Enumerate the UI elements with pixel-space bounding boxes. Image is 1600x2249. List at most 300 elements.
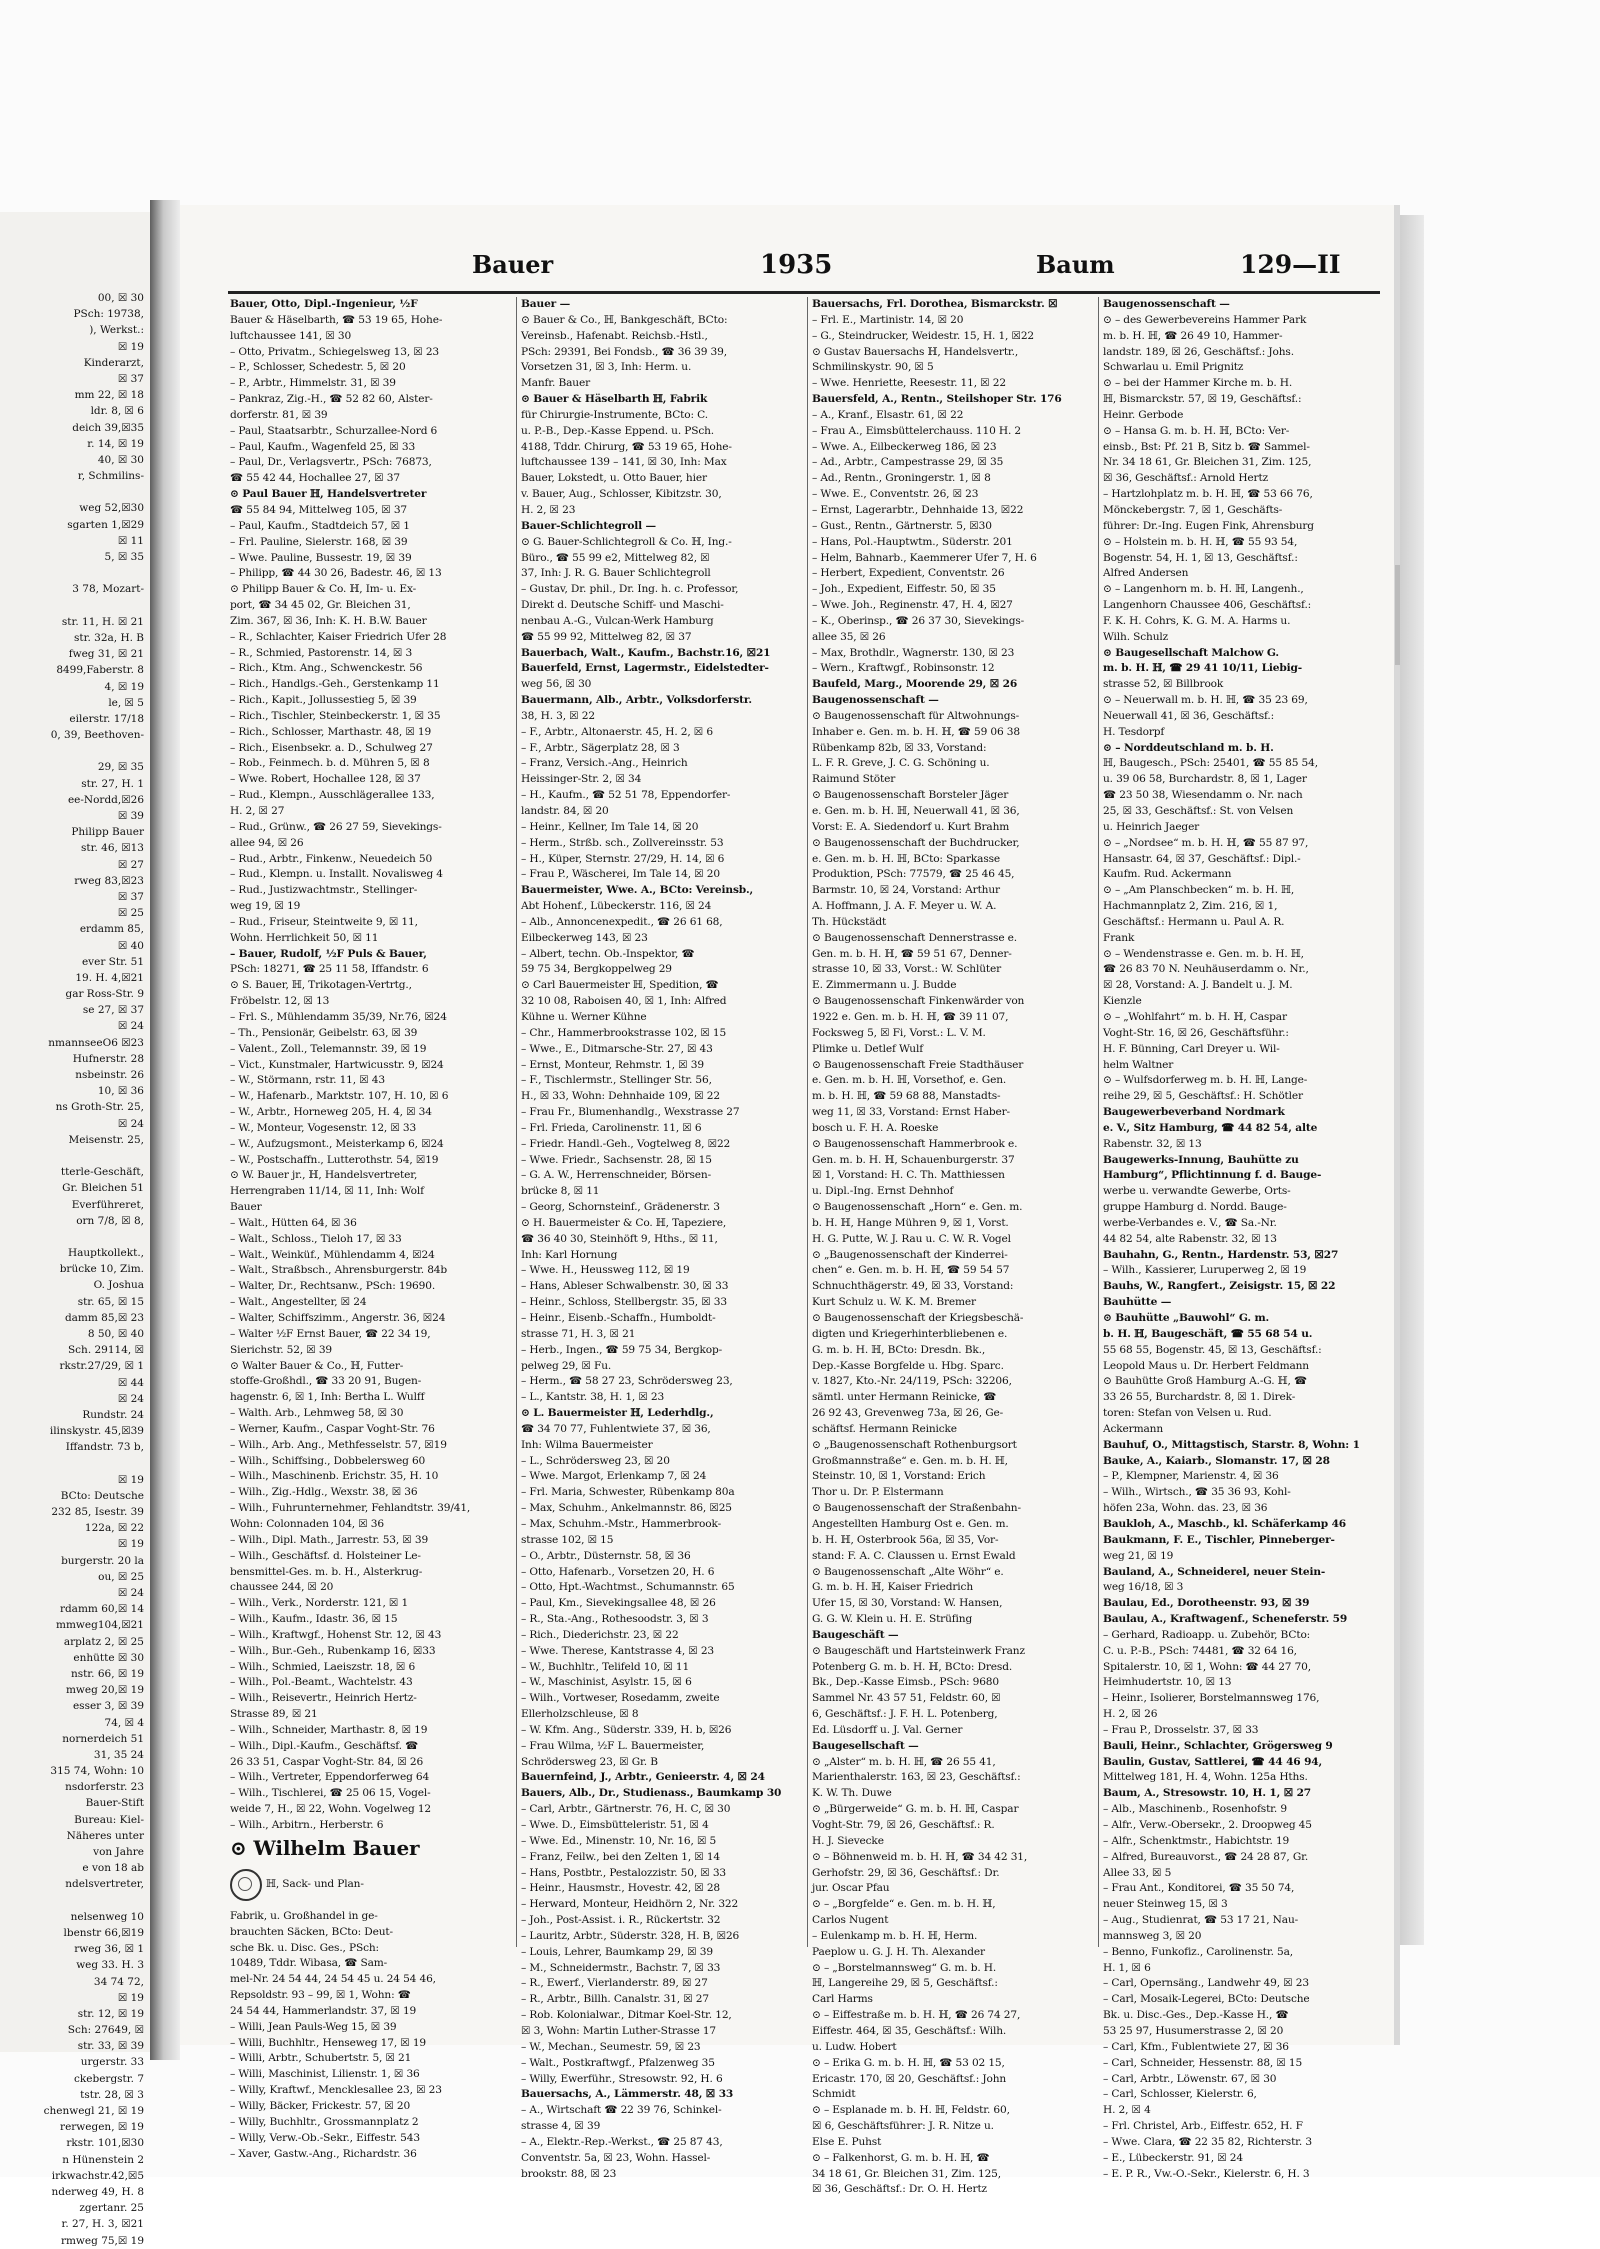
directory-entry-line: Schnuchthägerstr. 49, ☒ 33, Vorstand: (812, 1280, 1014, 1293)
facing-page-line: ever Str. 51 (81, 955, 144, 968)
directory-entry-line: allee 35, ☒ 26 (812, 630, 886, 643)
page-margin-mark (1395, 565, 1400, 665)
directory-entry-line: – Wwe. Friedr., Sachsenstr. 28, ☒ 15 (521, 1153, 712, 1166)
facing-page-line: 00, ☒ 30 (97, 292, 144, 304)
directory-entry-line: – Wilh., Pol.-Beamt., Wachtelstr. 43 (230, 1676, 413, 1689)
facing-page-line: ☒ 25 (117, 907, 144, 920)
directory-entry-line: brücke 8, ☒ 11 (521, 1185, 600, 1198)
directory-entry-line: ⊙ Philipp Bauer & Co. ℍ, Im- u. Ex- (230, 583, 417, 596)
page-edge-shadow (1400, 215, 1424, 1945)
facing-page-line: erdamm 85, (79, 923, 144, 936)
directory-entry-line: toren: Stefan von Velsen u. Rud. (1103, 1407, 1272, 1420)
directory-entry-line: – Wwe., E., Ditmarsche-Str. 27, ☒ 43 (521, 1042, 713, 1055)
facing-page-line: ilinskystr. 45,☒39 (49, 1425, 144, 1438)
directory-entry-line: e. Gen. m. b. H. ℍ, BCto: Sparkasse (812, 852, 1001, 865)
directory-page (180, 205, 1400, 2196)
facing-page-line: ☒ 11 (117, 534, 144, 547)
directory-entry-line: – Willy, Verw.-Ob.-Sekr., Eiffestr. 543 (230, 2131, 420, 2144)
directory-entry-line: höfen 23a, Wohn. das. 23, ☒ 36 (1103, 1502, 1268, 1515)
directory-entry-line: – Rich., Ktm. Ang., Schwenckestr. 56 (230, 662, 423, 675)
directory-entry-line: Bauer-Schlichtegroll — (521, 519, 656, 532)
directory-entry-line: – Albert, techn. Ob.-Inspektor, ☎ (521, 947, 695, 960)
facing-page-line: nsdorferstr. 23 (65, 1781, 144, 1794)
column-divider (1098, 297, 1099, 1947)
directory-column-3 (812, 297, 1094, 2196)
directory-entry-line: Conventstr. 5a, ☒ 23, Wohn. Hassel- (521, 2151, 711, 2164)
directory-entry-line: – Joh., Post-Assist. i. R., Rückertstr. 32 (521, 1914, 721, 1927)
company-seal-icon (230, 1869, 262, 1901)
facing-page-line: ☒ 19 (117, 1991, 144, 2004)
directory-entry-line: – Wilh., Maschinenb. Erichstr. 35, H. 10 (230, 1470, 439, 1483)
directory-entry-line: ⊙ Baugenossenschaft Dennerstrasse e. (812, 931, 1018, 944)
facing-page-line: 5, ☒ 35 (104, 551, 144, 563)
directory-entry-line: – Walth. Arb., Lehmweg 58, ☒ 30 (230, 1407, 404, 1420)
directory-entry-line: ☎ 34 70 77, Fuhlentwiete 37, ☒ 36, (521, 1422, 711, 1435)
directory-entry-line: – Franz, Feilw., bei den Zelten 1, ☒ 14 (521, 1850, 721, 1863)
directory-entry-line: Alfred Andersen (1103, 567, 1189, 580)
directory-entry-line: – Rich., Tischler, Steinbeckerstr. 1, ☒ 35 (230, 709, 441, 722)
facing-page-line: ou, ☒ 25 (98, 1570, 144, 1583)
directory-entry-line: Leopold Maus u. Dr. Herbert Feldmann (1103, 1359, 1309, 1372)
facing-page-line (0, 1893, 144, 1909)
directory-entry-line: Schwarlau u. Emil Prignitz (1103, 361, 1244, 374)
directory-entry-line: strasse 10, ☒ 33, Vorst.: W. Schlüter (812, 963, 1002, 976)
directory-entry-line: Bauersachs, Frl. Dorothea, Bismarckstr. ☒ (812, 298, 1058, 310)
directory-entry-line: – Heinr., Hausmstr., Hovestr. 42, ☒ 28 (521, 1882, 720, 1895)
directory-entry-line: Bauhuf, O., Mittagstisch, Starstr. 8, Wohn: 1 (1103, 1438, 1360, 1451)
directory-entry-line: führer: Dr.-Ing. Eugen Fink, Ahrensburg (1103, 519, 1314, 532)
directory-entry-line: – Carl, Kfm., Fublentwiete 27, ☒ 36 (1103, 2040, 1289, 2053)
facing-page-line: rkstr.27/29, ☒ 1 (59, 1360, 144, 1373)
directory-entry-line: weg 16/18, ☒ 3 (1103, 1581, 1184, 1594)
directory-entry-line: ⊙ – bei der Hammer Kirche m. b. H. (1103, 377, 1293, 390)
directory-entry-line: Repsoldstr. 93 – 99, ☒ 1, Wohn: ☎ (230, 1989, 411, 2002)
directory-entry-line: – Frl. Christel, Arb., Eiffestr. 652, H. F (1103, 2120, 1303, 2133)
directory-entry-line: – Otto, Hpt.-Wachtmst., Schumannstr. 65 (521, 1581, 735, 1594)
directory-entry-line: – Willi, Jean Pauls-Weg 15, ☒ 39 (230, 2020, 397, 2033)
directory-entry-line: v. Bauer, Aug., Schlosser, Kibitzstr. 30, (521, 488, 722, 501)
facing-page-line: rdamm 60,☒ 14 (59, 1603, 144, 1616)
directory-entry-line: ⊙ – „Borgfelde“ e. Gen. m. b. H. ℍ, (812, 1898, 996, 1911)
directory-entry-line: Bauermann, Alb., Arbtr., Volksdorferstr. (521, 694, 752, 707)
facing-page-line: 31, 35 24 (93, 1748, 144, 1761)
directory-entry-line: – Paul, Dr., Verlagsvertr., PSch: 76873, (230, 456, 432, 469)
directory-entry-line: – Carl, Arbtr., Gärtnerstr. 76, H. C, ☒ 30 (521, 1803, 731, 1816)
facing-page-line: Hauptkollekt., (68, 1247, 144, 1260)
directory-entry-line: – Herward, Monteur, Heidhörn 2, Nr. 322 (521, 1898, 739, 1911)
directory-entry-line: ⊙ – Hansa G. m. b. H. ℍ, BCto: Ver- (1103, 424, 1290, 437)
directory-entry-line: Baum, A., Stresowstr. 10, H. 1, ☒ 27 (1103, 1787, 1312, 1800)
directory-entry-line: 44 82 54, alte Rabenstr. 32, ☒ 13 (1103, 1232, 1277, 1245)
directory-entry-line: Bauhahn, G., Rentn., Hardenstr. 53, ☒27 (1103, 1248, 1339, 1261)
directory-entry-line: Inh: Wilma Bauermeister (521, 1438, 653, 1451)
directory-entry-line: – Ernst, Monteur, Rehmstr. 1, ☒ 39 (521, 1058, 704, 1071)
directory-entry-line: – W. Kfm. Ang., Süderstr. 339, H. b, ☒26 (521, 1723, 732, 1736)
facing-page-line: rkstr. 101,☒30 (66, 2137, 144, 2150)
directory-entry-line: ⊙ Baugesellschaft Malchow G. (1103, 646, 1279, 659)
directory-entry-line: b. H. ℍ, Hange Mühren 9, ☒ 1, Vorst. (812, 1216, 1009, 1229)
directory-entry-line: H. 2, ☒ 4 (1103, 2104, 1151, 2117)
facing-page-line: nelsenweg 10 (70, 1910, 144, 1923)
directory-entry-line: PSch: 18271, ☎ 25 11 58, Iffandstr. 6 (230, 963, 429, 976)
facing-page-line: mweg 20,☒ 19 (65, 1684, 144, 1697)
directory-entry-line: – W., Hafenarb., Marktstr. 107, H. 10, ☒ 6 (230, 1090, 449, 1103)
directory-entry-line: Mittelweg 181, H. 4, Wohn. 125a Hths. (1103, 1771, 1308, 1784)
directory-entry-line: weg 19, ☒ 19 (230, 900, 301, 913)
directory-entry-line: – Wilh., Schneider, Marthastr. 8, ☒ 19 (230, 1723, 428, 1736)
directory-entry-line: ☎ 55 99 92, Mittelweg 82, ☒ 37 (521, 630, 692, 643)
directory-entry-line: Heissinger-Str. 2, ☒ 34 (521, 773, 642, 786)
directory-entry-line: ☎ 55 42 44, Hochallee 27, ☒ 37 (230, 472, 400, 485)
directory-entry-line: Zim. 367, ☒ 36, Inh: K. H. B.W. Bauer (230, 614, 427, 627)
directory-entry-line: 34 18 61, Gr. Bleichen 31, Zim. 125, (812, 2167, 1001, 2180)
facing-page-line: rerwegen, ☒ 19 (60, 2121, 144, 2134)
header-rule (228, 291, 1380, 294)
directory-entry-line: – Wwe. Therese, Kantstrasse 4, ☒ 23 (521, 1644, 715, 1657)
facing-page-line: 19. H. 4,☒21 (75, 971, 144, 984)
directory-entry-line: schäftsf. Hermann Reinicke (812, 1422, 957, 1435)
facing-page-line: nsbeinstr. 26 (75, 1069, 144, 1081)
directory-entry-line: ☒ 28, Vorstand: A. J. Bandelt u. J. M. (1103, 979, 1293, 992)
directory-entry-line: – Paul, Kaufm., Wagenfeld 25, ☒ 33 (230, 440, 416, 453)
facing-page-line: 10, ☒ 36 (97, 1085, 144, 1098)
directory-entry-line: bosch u. F. H. A. Roeske (812, 1121, 939, 1134)
directory-entry-line: – Pankraz, Zig.-H., ☎ 52 82 60, Alster- (230, 393, 433, 406)
directory-entry-line: Kühne u. Werner Kühne (521, 1010, 647, 1023)
directory-entry-line: ⊙ Bauer & Co., ℍ, Bankgeschäft, BCto: (521, 313, 728, 326)
facing-page-line: Sch: 27649, ☒ (67, 2024, 144, 2037)
directory-entry-line: – H., Küper, Sternstr. 27/29, H. 14, ☒ 6 (521, 852, 725, 865)
directory-entry-line: ⊙ – Norddeutschland m. b. H. (1103, 741, 1274, 754)
directory-entry-line: PSch: 29391, Bei Fondsb., ☎ 36 39 39, (521, 345, 727, 358)
directory-column-1 (230, 297, 512, 2160)
directory-entry-line: – Wilh., Reisevertr., Heinrich Hertz- (230, 1692, 417, 1705)
facing-page-line: O. Joshua (93, 1279, 144, 1292)
column-divider (807, 297, 808, 1947)
directory-entry-line: – Ad., Rentn., Groningerstr. 1, ☒ 8 (812, 472, 991, 485)
directory-entry-line: ⊙ Baugenossenschaft der Kriegsbeschä- (812, 1312, 1024, 1324)
directory-entry-line: – A., Elektr.-Rep.-Werkst., ☎ 25 87 43, (521, 2135, 723, 2148)
directory-entry-line: Schmidt (812, 2088, 856, 2101)
directory-entry-line: – Wilh., Schmied, Laeiszstr. 18, ☒ 6 (230, 1660, 416, 1673)
facing-page-line: lbenstr 66,☒19 (63, 1926, 144, 1939)
directory-entry-line: – Herb., Ingen., ☎ 59 75 34, Bergkop- (521, 1343, 723, 1356)
directory-entry-line: Angestellten Hamburg Ost e. Gen. m. (812, 1517, 1009, 1530)
facing-page-line: 3 78, Mozart- (72, 583, 144, 596)
directory-entry-line: brauchten Säcken, BCto: Deut- (230, 1925, 393, 1938)
facing-page-line: Sch. 29114, ☒ (67, 1344, 144, 1357)
directory-entry-line: – Frau Fr., Blumenhandlg., Wexstrasse 27 (521, 1106, 740, 1119)
facing-page-line: Everführeret, (71, 1198, 144, 1211)
directory-entry-line: – Willy, Ewerführ., Stresowstr. 92, H. 6 (521, 2072, 723, 2085)
directory-entry-line: – Frau P., Wäscherei, Im Tale 14, ☒ 20 (521, 868, 720, 881)
facing-page-line: 232 85, Isestr. 39 (51, 1506, 144, 1519)
directory-entry-line: ⊙ Paul Bauer ℍ, Handelsvertreter (230, 488, 427, 501)
facing-page-line: 0, 39, Beethoven- (50, 729, 144, 742)
facing-page-line (0, 598, 144, 614)
directory-entry-line: Gen. m. b. H. ℍ, Schauenburgerstr. 37 (812, 1153, 1015, 1166)
directory-entry-line: Strasse 89, ☒ 21 (230, 1708, 318, 1721)
directory-entry-line: ⊙ L. Bauermeister ℍ, Lederhdlg., (521, 1407, 714, 1420)
facing-page-line: tstr. 28, ☒ 3 (80, 2088, 144, 2101)
directory-entry-line: – Gust., Rentn., Gärtnerstr. 5, ☒30 (812, 519, 992, 532)
directory-entry-line: u. Heinrich Jaeger (1103, 820, 1200, 833)
directory-entry-line: Bauerfeld, Ernst, Lagermstr., Eidelstedter- (521, 662, 769, 675)
header-first-entry: Bauer (472, 250, 554, 279)
directory-entry-line: – Frau A., Eimsbüttelerchauss. 110 H. 2 (812, 424, 1022, 437)
directory-entry-line: – Vict., Kunstmaler, Hartwicusstr. 9, ☒24 (230, 1058, 444, 1071)
facing-page-line: str. 33, ☒ 39 (77, 2040, 144, 2053)
directory-entry-line: A. Hoffmann, J. A. F. Meyer u. W. A. (812, 900, 997, 913)
directory-entry-line: 10489, Tddr. Wibasa, ☎ Sam- (230, 1957, 388, 1970)
directory-entry-line: Gen. m. b. H. ℍ, ☎ 59 51 67, Denner- (812, 947, 1012, 960)
directory-entry-line: – Gustav, Dr. phil., Dr. Ing. h. c. Professor, (521, 583, 739, 596)
directory-entry-line: pelweg 29, ☒ Fu. (521, 1359, 612, 1372)
directory-entry-line: – Rud., Friseur, Steintweite 9, ☒ 11, (230, 915, 418, 928)
directory-entry-line: hagenstr. 6, ☒ 1, Inh: Bertha L. Wulff (230, 1391, 425, 1404)
header-year: 1935 (760, 250, 833, 280)
directory-entry-line: – Frl. Pauline, Sielerstr. 168, ☒ 39 (230, 535, 408, 548)
directory-entry-line: ⊙ W. Bauer jr., ℍ, Handelsvertreter, (230, 1169, 418, 1182)
directory-entry-line: ⊙ – „Wohlfahrt“ m. b. H. ℍ, Caspar (1103, 1010, 1287, 1023)
directory-entry-line: ⊙ Baugenossenschaft Hammerbrook e. (812, 1137, 1018, 1150)
directory-entry-line: ⊙ Walter Bauer & Co., ℍ, Futter- (230, 1359, 404, 1372)
directory-entry-line: u. Dipl.-Ing. Ernst Dehnhof (812, 1185, 954, 1198)
directory-entry-line: – Rud., Klempn. u. Installt. Novalisweg 4 (230, 868, 443, 881)
facing-page-line: str. 46, ☒13 (81, 842, 144, 855)
directory-entry-line: Baukloh, A., Maschb., kl. Schäferkamp 46 (1103, 1517, 1347, 1530)
directory-entry-line: Neuerwall 41, ☒ 36, Geschäftsf.: (1103, 709, 1275, 722)
directory-entry-line: Bk. u. Disc.-Ges., Dep.-Kasse H., ☎ (1103, 2009, 1289, 2022)
directory-entry-line: ☒ 36, Geschäftsf.: Arnold Hertz (1103, 472, 1268, 485)
directory-entry-line: chen“ e. Gen. m. b. H. ℍ, ☎ 59 54 57 (812, 1264, 1010, 1277)
facing-page-line: 315 74, Wohn: 10 (50, 1765, 144, 1778)
directory-entry-line: – Heinr., Eisenb.-Schaffn., Humboldt- (521, 1312, 716, 1324)
directory-entry-line: – Lauritz, Arbtr., Süderstr. 328, H. B, ☒26 (521, 1929, 740, 1942)
directory-entry-line: Vereinsb., Hafenabt. Reichsb.-Hstl., (521, 329, 708, 342)
directory-entry-line: – W., Postschaffn., Lutterothstr. 54, ☒19 (230, 1153, 439, 1166)
directory-entry-line: Raimund Stöter (812, 773, 896, 786)
directory-entry-line: m. b. H. ℍ, ☎ 29 41 10/11, Liebig- (1103, 662, 1302, 675)
directory-entry-line: 59 75 34, Bergkoppelweg 29 (521, 963, 672, 976)
directory-entry-line: – Bauer, Rudolf, ½F Puls & Bauer, (230, 947, 427, 960)
directory-entry-line: ☒ 3, Wohn: Martin Luther-Strasse 17 (521, 2024, 717, 2037)
directory-entry-line: G. m. b. H. ℍ, Kaiser Friedrich (812, 1581, 974, 1594)
directory-entry-line: ℍ, Bismarckstr. 57, ☒ 19, Geschäftsf.: (1103, 393, 1302, 406)
directory-entry-line: – Rich., Eisenbsekr. a. D., Schulweg 27 (230, 741, 433, 754)
directory-entry-line: Th. Hückstädt (812, 915, 887, 928)
directory-entry-line: Inhaber e. Gen. m. b. H. ℍ, ☎ 59 06 38 (812, 725, 1020, 738)
directory-entry-line: Bauhütte — (1103, 1296, 1172, 1309)
facing-page-line: fweg 31, ☒ 21 (68, 648, 144, 661)
directory-entry-line: E. Zimmermann u. J. Budde (812, 979, 957, 992)
directory-entry-line: H. Tesdorpf (1103, 725, 1165, 738)
directory-entry-line: H. 2, ☒ 23 (521, 503, 576, 516)
directory-entry-line: L. F. R. Greve, J. C. G. Schöning u. (812, 757, 990, 770)
directory-entry-line: G. G. W. Klein u. H. E. Strüfing (812, 1613, 973, 1626)
directory-entry-line: – Wilh., Kraftwgf., Hohenst Str. 12, ☒ 43 (230, 1628, 442, 1641)
directory-entry-line: – Wwe. Robert, Hochallee 128, ☒ 37 (230, 773, 421, 786)
directory-entry-line: – Rich., Schlosser, Marthastr. 48, ☒ 19 (230, 725, 432, 738)
facing-page-line: r. 14, ☒ 19 (87, 437, 144, 450)
directory-entry-line: Rabenstr. 32, ☒ 13 (1103, 1137, 1202, 1150)
facing-page-line: 40, ☒ 30 (97, 453, 144, 466)
directory-entry-line: ⊙ – Erika G. m. b. H. ℍ, ☎ 53 02 15, (812, 2056, 1005, 2069)
facing-page-line: nstr. 66, ☒ 19 (70, 1667, 144, 1680)
directory-entry-line: ⊙ H. Bauermeister & Co. ℍ, Tapeziere, (521, 1216, 727, 1229)
directory-entry-line: – Walter ½F Ernst Bauer, ☎ 22 34 19, (230, 1327, 431, 1340)
directory-entry-line: e. Gen. m. b. H. ℍ, Vorsethof, e. Gen. (812, 1074, 1007, 1087)
directory-entry-line: – Frau Wilma, ½F L. Bauermeister, (521, 1739, 705, 1752)
facing-page-line: chenwegl 21, ☒ 19 (43, 2105, 144, 2117)
facing-page-line: PSch: 19738, (73, 308, 144, 321)
facing-page-line: rweg 36, ☒ 1 (74, 1943, 144, 1956)
directory-entry-line: – R., Sta.-Ang., Rothesoodstr. 3, ☒ 3 (521, 1613, 709, 1626)
directory-entry-line: Paeplow u. G. J. H. Th. Alexander (812, 1945, 985, 1958)
directory-column-4 (1103, 297, 1385, 2180)
directory-entry-line: Baulin, Gustav, Sattlerei, ☎ 44 46 94, (1103, 1755, 1323, 1768)
directory-entry-line: Direkt d. Deutsche Schiff- und Maschi- (521, 599, 724, 612)
facing-page-line (0, 1229, 144, 1245)
directory-entry-line: e. V., Sitz Hamburg, ☎ 44 82 54, alte (1103, 1121, 1318, 1134)
directory-entry-line: weg 21, ☒ 19 (1103, 1549, 1174, 1562)
directory-entry-line: ☎ 55 84 94, Mittelweg 105, ☒ 37 (230, 503, 408, 516)
directory-entry-line: ☎ 26 83 70 N. Neuhäuserdamm o. Nr., (1103, 963, 1309, 976)
directory-entry-line: sämtl. unter Hermann Reinicke, ☎ (812, 1391, 997, 1404)
directory-entry-line: – Walt., Straßbsch., Ahrensburgerstr. 84b (230, 1264, 448, 1277)
directory-entry-line: Fabrik, u. Großhandel in ge- (230, 1909, 378, 1922)
facing-page-line: ☒ 24 (117, 1117, 144, 1130)
directory-entry-line: – Gerhard, Radioapp. u. Zubehör, BCto: (1103, 1628, 1311, 1641)
directory-entry-line: – Wilh., Dipl. Math., Jarrestr. 53, ☒ 39 (230, 1533, 429, 1546)
directory-entry-line: b. H. ℍ, Baugeschäft, ☎ 55 68 54 u. (1103, 1327, 1313, 1340)
directory-entry-line: ⊙ Baugenossenschaft Freie Stadthäuser (812, 1058, 1024, 1071)
directory-entry-line: e. Gen. m. b. H. ℍ, Neuerwall 41, ☒ 36, (812, 805, 1020, 817)
directory-entry-line: reihe 29, ☒ 5, Geschäftsf.: H. Schötler (1103, 1090, 1303, 1103)
directory-entry-line: – Herm., Strßb. sch., Zollvereinsstr. 53 (521, 836, 724, 849)
directory-entry-line: H. 2, ☒ 26 (1103, 1708, 1158, 1721)
directory-entry-line: Plimke u. Detlef Wulf (812, 1042, 923, 1055)
directory-entry-line: Wohn: Colonnaden 104, ☒ 36 (230, 1517, 384, 1530)
directory-entry-line: – Wwe. D., Eimsbütteleristr. 51, ☒ 4 (521, 1819, 709, 1831)
directory-entry-line: – Joh., Expedient, Eiffestr. 50, ☒ 35 (812, 583, 996, 596)
directory-entry-line: ⊙ Carl Bauermeister ℍ, Spedition, ☎ (521, 979, 719, 992)
facing-page-line: 8499,Faberstr. 8 (56, 664, 144, 677)
directory-entry-line: strasse 52, ☒ Billbrook (1103, 678, 1224, 691)
directory-entry-line: – R., Arbtr., Billh. Canalstr. 31, ☒ 27 (521, 1993, 709, 2006)
directory-entry-line: – G., Steindrucker, Weidestr. 15, H. 1, ☒22 (812, 329, 1035, 342)
facing-page-line: str. 32a, H. B (74, 631, 144, 644)
directory-entry-line: Heinr. Gerbode (1103, 408, 1184, 421)
directory-entry-line: H. G. Putte, W. J. Rau u. C. W. R. Vogel (812, 1232, 1011, 1245)
directory-entry-line: – Frl. S., Mühlendamm 35/39, Nr.76, ☒24 (230, 1010, 447, 1023)
directory-entry-line: H. 1, ☒ 6 (1103, 1961, 1151, 1974)
directory-entry-line: – A., Kranf., Elsastr. 61, ☒ 22 (812, 408, 964, 421)
directory-entry-line: – Willy, Buchhltr., Grossmannplatz 2 (230, 2115, 419, 2128)
directory-entry-line: brookstr. 88, ☒ 23 (521, 2167, 617, 2180)
directory-entry-line: – Wern., Kraftwgf., Robinsonstr. 12 (812, 662, 995, 675)
directory-entry-line: ⊙ Gustav Bauersachs ℍ, Handelsvertr., (812, 345, 1019, 358)
facing-page-line: esser 3, ☒ 39 (72, 1700, 144, 1713)
directory-entry-line: – W., Mechan., Seumestr. 59, ☒ 23 (521, 2040, 701, 2053)
directory-entry-line: 26 33 51, Caspar Voght-Str. 84, ☒ 26 (230, 1755, 424, 1768)
directory-entry-line: ⊙ Bauhütte „Bauwohl“ G. m. (1103, 1312, 1270, 1324)
directory-entry-line: – Willy, Bäcker, Frickestr. 57, ☒ 20 (230, 2099, 411, 2112)
directory-entry-line: Kaufm. Rud. Ackermann (1103, 868, 1232, 881)
directory-entry-line: – Rich., Kapit., Jollussestieg 5, ☒ 39 (230, 694, 417, 707)
directory-entry-line: – Wwe. A., Eilbeckerweg 186, ☒ 23 (812, 440, 997, 453)
directory-entry-line: – Willi, Buchhltr., Henseweg 17, ☒ 19 (230, 2036, 427, 2049)
directory-entry-line: K. W. Th. Duwe (812, 1787, 892, 1800)
running-header (180, 250, 1400, 290)
directory-entry-line: – Rud., Justizwachtmstr., Stellinger- (230, 884, 418, 897)
directory-entry-line: Marienthalerstr. 163, ☒ 23, Geschäftsf.: (812, 1771, 1021, 1784)
directory-entry-line: – Heinr., Isolierer, Borstelmannsweg 176, (1103, 1692, 1320, 1705)
facing-page-line: Kinderarzt, (83, 356, 144, 369)
directory-entry-line: gruppe Hamburg d. Nordd. Bauge- (1103, 1201, 1287, 1214)
facing-page-line: Philipp Bauer (71, 826, 144, 839)
facing-page-line: ☒ 40 (117, 939, 144, 952)
directory-entry-line: ⊙ – Eiffestraße m. b. H. ℍ, ☎ 26 74 27, (812, 2009, 1021, 2022)
directory-entry-line: – Willi, Arbtr., Schubertstr. 5, ☒ 21 (230, 2052, 412, 2065)
directory-entry-line: helm Waltner (1103, 1058, 1174, 1071)
directory-entry-line: 26 92 43, Grevenweg 73a, ☒ 26, Ge- (812, 1407, 1004, 1420)
directory-entry-line: – Paul, Km., Sievekingsallee 48, ☒ 26 (521, 1597, 716, 1610)
facing-page-line: irkwachstr.42,☒5 (51, 2169, 144, 2182)
directory-entry-line: Else E. Puhst (812, 2135, 882, 2148)
directory-entry-line: – Walt., Hütten 64, ☒ 36 (230, 1216, 357, 1229)
directory-entry-line: Büro., ☎ 55 99 e2, Mittelweg 82, ☒ (521, 551, 710, 564)
directory-entry-line: – G. A. W., Herrenschneider, Börsen- (521, 1169, 712, 1182)
facing-page-line: le, ☒ 5 (108, 696, 144, 709)
directory-entry-line: – Wilh., Tischlerei, ☎ 25 06 15, Vogel- (230, 1787, 431, 1800)
directory-entry-line: – Helm, Bahnarb., Kaemmerer Ufer 7, H. 6 (812, 551, 1037, 564)
directory-entry-line: Großmannstraße“ e. Gen. m. b. H. ℍ, (812, 1454, 1008, 1467)
directory-entry-line: Gerhofstr. 29, ☒ 36, Geschäftsf.: Dr. (812, 1866, 1000, 1879)
directory-entry-line: Heimhudertstr. 10, ☒ 13 (1103, 1676, 1232, 1689)
facing-page-line: von Jahre (93, 1846, 144, 1858)
directory-entry-line: Allee 33, ☒ 5 (1103, 1866, 1172, 1879)
directory-entry-line: Sammel Nr. 43 57 51, Feldstr. 60, ☒ (812, 1692, 1001, 1705)
directory-entry-line: – L., Schrödersweg 23, ☒ 20 (521, 1454, 670, 1467)
directory-entry-line: Nr. 34 18 61, Gr. Bleichen 31, Zim. 125, (1103, 456, 1312, 469)
directory-entry-line: chaussee 244, ☒ 20 (230, 1581, 334, 1594)
directory-entry-line: Frank (1103, 931, 1135, 944)
directory-entry-line: – Willy, Kraftwf., Mencklesallee 23, ☒ 23 (230, 2084, 442, 2097)
facing-page-line: zgertanr. 25 (79, 2202, 144, 2215)
facing-page-line: ☒ 27 (117, 858, 144, 871)
directory-entry-line: 37, Inh: J. R. G. Bauer Schlichtegroll (521, 567, 711, 580)
directory-entry-line: ⊙ Bauhütte Groß Hamburg A.-G. ℍ, ☎ (1103, 1375, 1307, 1388)
directory-entry-line: Bk., Dep.-Kasse Eimsb., PSch: 9680 (812, 1676, 999, 1689)
facing-page-line: 122a, ☒ 22 (84, 1522, 144, 1535)
directory-entry-line: Ed. Lüsdorff u. J. Val. Gerner (812, 1723, 963, 1736)
facing-page-line: Hufnerstr. 28 (72, 1052, 144, 1065)
facing-page-line (0, 1148, 144, 1164)
directory-entry-line: ℍ, Langereihe 29, ☒ 5, Geschäftsf.: (812, 1977, 998, 1990)
facing-page-fragment (0, 212, 150, 2247)
directory-entry-line: – Walter, Dr., Rechtsanw., PSch: 19690. (230, 1280, 436, 1293)
directory-entry-line: – Rich., Diederichstr. 23, ☒ 22 (521, 1628, 679, 1641)
facing-page-line: ☒ 44 (117, 1376, 144, 1389)
directory-entry-line: Voght-Str. 79, ☒ 26, Geschäftsf.: R. (812, 1819, 995, 1831)
facing-page-line: damm 85,☒ 23 (64, 1311, 144, 1324)
directory-entry-line: ☒ 1, Vorstand: H. C. Th. Matthiessen (812, 1169, 1005, 1182)
facing-page-line: burgerstr. 20 la (61, 1554, 144, 1567)
directory-entry-line: weg 11, ☒ 33, Vorstand: Ernst Haber- (812, 1106, 1010, 1119)
directory-entry-line: H., ☒ 33, Wohn: Dehnhaide 109, ☒ 22 (521, 1090, 720, 1103)
directory-entry-line: – Wwe. Pauline, Bussestr. 19, ☒ 39 (230, 551, 412, 564)
